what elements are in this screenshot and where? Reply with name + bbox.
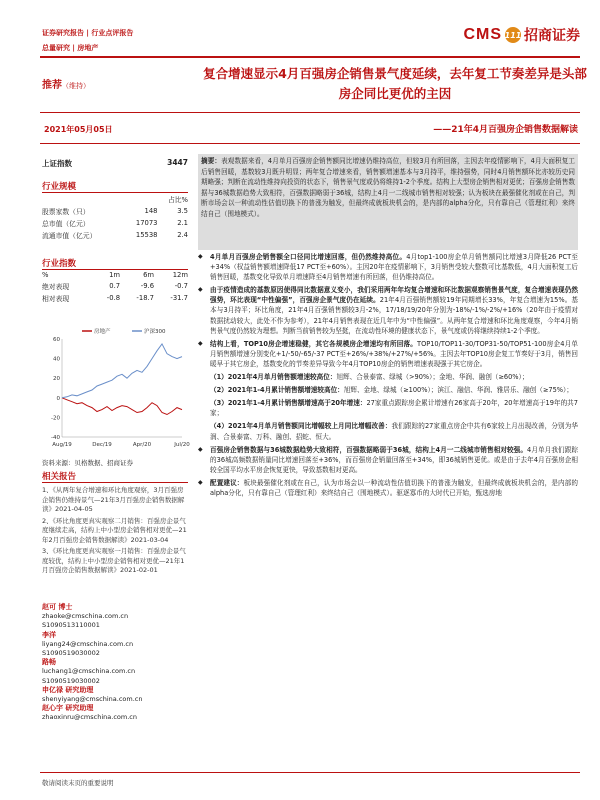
col-header: 6m bbox=[143, 271, 155, 279]
rating-note: （维持） bbox=[62, 82, 90, 90]
legend-label: 房地产 bbox=[94, 329, 111, 335]
report-type: 证券研究报告 | 行业点评报告 bbox=[42, 29, 134, 37]
paragraph-text: TOP10/TOP11-30/TOP31-50/TOP51-100房企4月单月销售额增速分别变化+1/-50/-65/-37 PCT至+26%/+38%/+27%/+56%。主因去年TOP10房企复工节奏好于3月，销售回暖早于其它房企，基数变化的节奏差异导致今年4月TOP10房企的销售增速表现强于其它房企。 bbox=[210, 339, 578, 368]
related-item[interactable]: 1、《从两年复合增速和环比角度观察，3月百强房企销售仍维持景气—21年3月百强房企销售数据解读》2021-04-05 bbox=[42, 486, 185, 513]
col-header: % bbox=[42, 271, 49, 279]
industry-scale-title: 行业规模 bbox=[42, 182, 77, 192]
author-name: 赵可 博士 bbox=[42, 603, 73, 611]
series-line bbox=[62, 344, 182, 398]
row-value: 15538 bbox=[135, 231, 158, 239]
footer-note: 敬请阅读末页的重要说明 bbox=[42, 779, 114, 787]
paragraph-heading: 百强房企销售数据与36城数据趋势大致相符，百强数据略弱于36城，结构上4月一二线城市销售相对较强。 bbox=[210, 445, 528, 454]
list-item-text: 我们跟踪的27家重点房企中共有6家较上月出现改善，分别为华润、合景泰富、万科、融创、招蛇、恒大。 bbox=[210, 422, 578, 441]
row-pct: 2.1 bbox=[177, 219, 188, 227]
paragraph bbox=[198, 445, 578, 475]
table-row bbox=[42, 205, 188, 217]
industry-scale-table bbox=[42, 193, 188, 241]
author-id: S1090519030002 bbox=[42, 676, 100, 685]
author-email[interactable]: liyang24@cmschina.com.cn bbox=[42, 639, 134, 648]
table-row bbox=[42, 217, 188, 229]
y-tick-label: -20 bbox=[51, 415, 60, 422]
row-label: 股票家数（只） bbox=[42, 208, 90, 216]
list-item bbox=[198, 421, 578, 441]
performance-chart bbox=[42, 325, 188, 455]
y-tick-label: 20 bbox=[53, 376, 60, 383]
logo-cn: 招商证券 bbox=[524, 28, 580, 44]
related-item[interactable]: 3、《环比角度更真实观察一月销售：百强房企景气度较优，结构上中小型房企销售相对更优—21年1月百强房企销售数据解读》2021-02-01 bbox=[42, 547, 186, 574]
cms-logo bbox=[463, 24, 580, 46]
author bbox=[42, 704, 188, 722]
author-name: 赵心宇 研究助理 bbox=[42, 704, 94, 713]
row-label: 相对表现 bbox=[42, 295, 70, 303]
report-category: 总量研究 | 房地产 bbox=[42, 44, 99, 52]
author-id: S1090513110001 bbox=[42, 621, 100, 630]
related-item[interactable]: 2、《环比角度更真实观察二月销售：百强房企景气度继续走高，结构上中小型房企销售相对更优—21年2月百强房企销售数据解读》2021-03-04 bbox=[42, 516, 187, 544]
y-tick-label: -40 bbox=[51, 435, 60, 441]
x-tick-label: Jul/20 bbox=[174, 442, 190, 448]
industry-index-table bbox=[42, 270, 188, 304]
list-item-text: 旭辉、金地、绿城（≥100%）；滨江、融信、华润、雅居乐、融创（≥75%）； bbox=[343, 386, 573, 395]
cell: -0.7 bbox=[174, 282, 188, 290]
y-tick-label: 0 bbox=[56, 395, 60, 402]
section-divider bbox=[42, 482, 188, 483]
x-tick-label: Dec/19 bbox=[92, 442, 112, 448]
rating-value: 推荐 bbox=[42, 80, 62, 91]
summary-box bbox=[198, 154, 578, 250]
list-item bbox=[198, 385, 578, 395]
x-tick-label: Aug/19 bbox=[52, 442, 72, 448]
footer-divider bbox=[40, 772, 580, 773]
logo-en: CMS bbox=[463, 26, 502, 43]
report-title: 复合增速显示4月百强房企销售景气度延续，去年复工节奏差异是头部房企同比更优的主因 bbox=[203, 66, 587, 101]
list-item-heading: （3）2021年1-4月累计销售额增速高于20年增速： bbox=[210, 399, 367, 408]
col-header: 1m bbox=[109, 271, 121, 279]
author-name: 李洋 bbox=[42, 630, 56, 639]
col-header: 12m bbox=[172, 271, 188, 279]
paragraph bbox=[198, 252, 578, 282]
row-pct: 3.5 bbox=[177, 207, 188, 215]
paragraph-heading: 结构上看，TOP10房企增速稳健，其它各规模房企增速均有所回落。 bbox=[210, 339, 418, 348]
paragraph-heading: 配置建议： bbox=[210, 478, 244, 487]
table-row bbox=[42, 229, 188, 241]
cell: -18.7 bbox=[136, 294, 155, 302]
logo-badge-icon: 111 bbox=[505, 27, 521, 43]
list-item-text: 27家重点跟踪房企累计增速有26家高于20年，20年增速高于19年的共7家； bbox=[210, 399, 578, 418]
paragraph-text: 4月单月我们跟踪的36城高频数据销量同比增速回落至+36%，而百强房企销量回落至+34%，即36城销售更优。或是由于去年4月百强房企相较全国平均水平房企恢复更快，导致基数相对更高。 bbox=[210, 445, 578, 474]
header-divider bbox=[40, 56, 580, 58]
author-email[interactable]: zhaoxinru@cmschina.com.cn bbox=[42, 713, 137, 722]
paragraph bbox=[198, 478, 578, 498]
cell: -31.7 bbox=[170, 294, 188, 302]
x-tick-label: Apr/20 bbox=[132, 442, 152, 448]
list-item bbox=[198, 398, 578, 418]
summary-text: 表观数据来看，4月单月百强房企销售额同比增速仍维持高位，但较3月有所回落，主因去年疫情影响下，4月大面积复工后销售回暖，基数较3月既升明显；两年复合增速来看，销售额增速基本与3月持平，维持强势，同时4月销售额环比亦较历史同期略强；判断在流动性维持向投资的状态下，销售景气度或仍将维持1-2个季度。结构上大型房企销售相对更优；百强房企销售数据与36城数据趋势大致相符，百强数据略弱于36城，结构上4月一二线城市销售相对较强；认为板块在最强催化剂或在自己，判断市场会以一种流动性估值切换下的普涨为触发，但最终成就板块机会的，是内部的alpha分化，只有靠自己（管理红利）来终结自己（围地模式）。 bbox=[201, 157, 575, 218]
author bbox=[42, 658, 188, 686]
row-value: 148 bbox=[144, 207, 158, 215]
table-row bbox=[42, 292, 188, 304]
author-list bbox=[42, 603, 188, 723]
author bbox=[42, 686, 188, 704]
related-title: 相关报告 bbox=[42, 472, 77, 482]
cell: -9.6 bbox=[140, 282, 155, 290]
index-row bbox=[42, 158, 188, 169]
row-label: 流通市值（亿元） bbox=[42, 232, 97, 240]
author-name: 申亿禄 研究助理 bbox=[42, 685, 94, 694]
report-date: 2021年05月05日 bbox=[44, 125, 113, 134]
subtitle-divider bbox=[40, 143, 580, 144]
list-item-text: 旭辉、合景泰富、绿城（>90%）；金地、华润、融创（≥60%）； bbox=[336, 373, 529, 382]
author-email[interactable]: zhaoke@cmschina.com.cn bbox=[42, 612, 129, 621]
cell: -0.8 bbox=[106, 294, 121, 302]
list-item bbox=[198, 372, 578, 382]
table-row bbox=[42, 280, 188, 292]
index-value: 3447 bbox=[167, 158, 188, 167]
related-reports bbox=[42, 470, 188, 578]
author bbox=[42, 631, 188, 659]
row-pct: 2.4 bbox=[177, 231, 188, 239]
index-label: 上证指数 bbox=[42, 159, 72, 168]
report-subtitle: ——21年4月百强房企销售数据解读 bbox=[433, 125, 578, 135]
title-divider bbox=[40, 112, 580, 113]
cell: 0.7 bbox=[109, 282, 121, 290]
paragraph-text: 21年4月百强销售额较19年同期增长33%，年复合增速为15%。基本与3月持平；环比角度，21年4月百强销售额较3月-2%，17/18/19/20年分别为-18%/-1%/-2%/+16%（20年由于疫情对数据扰动较大，此处不作为参考），21年4月销售表现在近几年中为“中性偏强”。从两年复合增速和环比角度观察，今年4月销售景气度仍然较为理想。判断当前销售较为坚挺，在流动性环境的健康状态下，景气度或仍将继续持续1-2个季度。 bbox=[210, 296, 578, 335]
industry-index bbox=[42, 257, 188, 304]
list-item-heading: （1）2021年4月单月销售额增速较高位： bbox=[210, 373, 337, 382]
y-tick-label: 60 bbox=[53, 337, 60, 343]
paragraph-heading: 4月单月百强房企销售额全口径同比增速回落，但仍然维持高位。 bbox=[210, 253, 407, 261]
row-label: 绝对表现 bbox=[42, 283, 70, 291]
paragraph-text: 4月top1-100房企单月销售额同比增速3月降低26 PCT至+34%（权益销售额增速降低17 PCT至+60%）。主因20年在疫情影响下，3月销售受较大整数可比基数低，4月大面积复工后销售回暖，基数变化导致单月增速降至4月销售增速有所回落，但仍维持高位。 bbox=[210, 253, 578, 282]
paragraph bbox=[198, 285, 578, 335]
industry-scale bbox=[42, 180, 188, 241]
report-body bbox=[198, 252, 578, 501]
author-name: 路畅 bbox=[42, 658, 56, 667]
rating bbox=[42, 76, 90, 91]
paragraph-text: 板块最强催化剂或在自己，认为市场会以一种流动性估值切换下的普涨为触发，但最终成就板块机会的，是内部的alpha分化，只有靠自己（管理红利）来终结自己（围地模式）。驱逐寡币的大时代已开始，甄选房地 bbox=[210, 478, 579, 497]
paragraph-heading: 由于疫情造成的基数原因使得同比数据意义变小，我们采用两年年均复合增速和环比数据观察销售景气度，复合增速表现仍然强势，环比表现“中性偏强”，百强房企景气度仍在延续。 bbox=[210, 286, 578, 305]
author-id: S1090519030002 bbox=[42, 649, 100, 658]
row-label: 总市值（亿元） bbox=[42, 220, 90, 228]
paragraph bbox=[198, 339, 578, 369]
author bbox=[42, 603, 188, 631]
list-item-heading: （4）2021年4月单月销售额同比增幅较上月同比增幅改善： bbox=[210, 422, 392, 431]
author-email[interactable]: shenyiyang@cmschina.com.cn bbox=[42, 695, 143, 704]
list-item-heading: （2）2021年1-4月累计销售额增速较高位： bbox=[210, 386, 344, 395]
author-email[interactable]: luchang1@cmschina.com.cn bbox=[42, 667, 136, 676]
chart-source: 资料来源：贝格数据、招商证券 bbox=[42, 459, 133, 467]
y-tick-label: 40 bbox=[53, 356, 60, 363]
summary-lead: 摘要： bbox=[201, 157, 222, 165]
row-value: 17073 bbox=[135, 219, 158, 227]
pct-header: 占比% bbox=[167, 196, 188, 204]
legend-label: 沪深300 bbox=[144, 329, 166, 335]
industry-index-title: 行业指数 bbox=[42, 259, 77, 269]
series-line bbox=[62, 398, 182, 415]
